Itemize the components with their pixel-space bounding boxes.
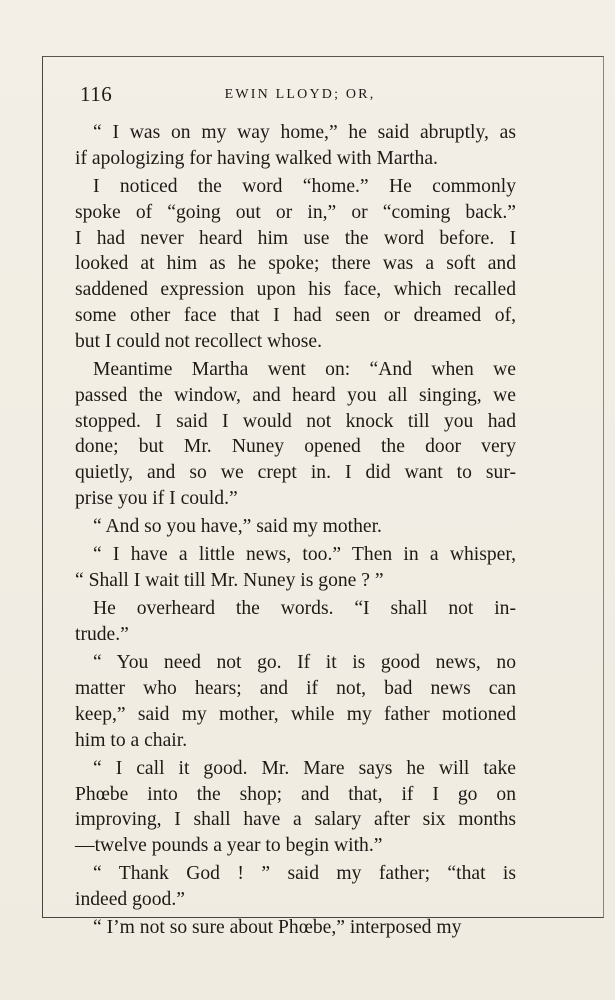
- paragraph: [75, 650, 516, 753]
- paragraph: [75, 756, 516, 859]
- text-line: done; but Mr. Nuney opened the door very: [75, 436, 516, 458]
- text-line: spoke of “going out or in,” or “coming back.”: [75, 201, 516, 223]
- running-head: EWIN LLOYD; OR,: [224, 87, 376, 102]
- text-line: improving, I shall have a salary after six months: [75, 809, 516, 831]
- text-line: quietly, and so we crept in. I did want to sur-: [75, 462, 516, 484]
- paragraph: [75, 357, 516, 512]
- paragraph: [75, 861, 516, 913]
- text-line: indeed good.”: [75, 889, 185, 911]
- text-line: “ Thank God ! ” said my father; “that is: [93, 863, 516, 885]
- text-line: I noticed the word “home.” He commonly: [93, 175, 516, 197]
- text-line: “ I have a little news, too.” Then in a whisper,: [93, 544, 516, 566]
- paragraph: [75, 542, 516, 594]
- text-line: —twelve pounds a year to begin with.”: [75, 835, 383, 857]
- text-line: saddened expression upon his face, which recalled: [75, 279, 516, 301]
- text-line: stopped. I said I would not knock till you had: [75, 410, 516, 432]
- text-line: some other face that I had seen or dreamed of,: [75, 304, 516, 326]
- text-line: “ And so you have,” said my mother.: [93, 516, 382, 538]
- text-line: “ You need not go. If it is good news, no: [93, 652, 516, 674]
- paragraph: [75, 514, 516, 540]
- text-line: him to a chair.: [75, 729, 188, 751]
- text-line: keep,” said my mother, while my father motioned: [75, 703, 516, 725]
- text-line: “ I’m not so sure about Phœbe,” interposed my: [93, 917, 462, 939]
- text-line: matter who hears; and if not, bad news can: [75, 678, 516, 700]
- paragraph: [75, 174, 516, 355]
- text-line: prise you if I could.”: [75, 487, 238, 509]
- text-line: “ I was on my way home,” he said abruptly, as: [93, 122, 516, 143]
- text-line: if apologizing for having walked with Martha.: [75, 147, 438, 169]
- page-number: 116: [80, 82, 113, 106]
- paragraph: [75, 596, 516, 648]
- body-text: [75, 120, 516, 944]
- text-line: I had never heard him use the word before. I: [75, 227, 516, 249]
- paragraph: [75, 915, 516, 941]
- text-line: looked at him as he spoke; there was a soft and: [75, 253, 516, 275]
- text-line: He overheard the words. “I shall not in-: [93, 598, 516, 620]
- page-header: [80, 80, 520, 108]
- text-line: “ I call it good. Mr. Mare says he will take: [93, 757, 516, 779]
- text-line: Phœbe into the shop; and that, if I go on: [75, 783, 516, 805]
- text-line: but I could not recollect whose.: [75, 330, 323, 352]
- paragraph: [75, 120, 516, 172]
- text-line: passed the window, and heard you all singing, we: [75, 384, 516, 406]
- text-line: trude.”: [75, 624, 129, 646]
- text-line: Meantime Martha went on: “And when we: [93, 358, 516, 380]
- text-line: “ Shall I wait till Mr. Nuney is gone ? ”: [75, 570, 384, 592]
